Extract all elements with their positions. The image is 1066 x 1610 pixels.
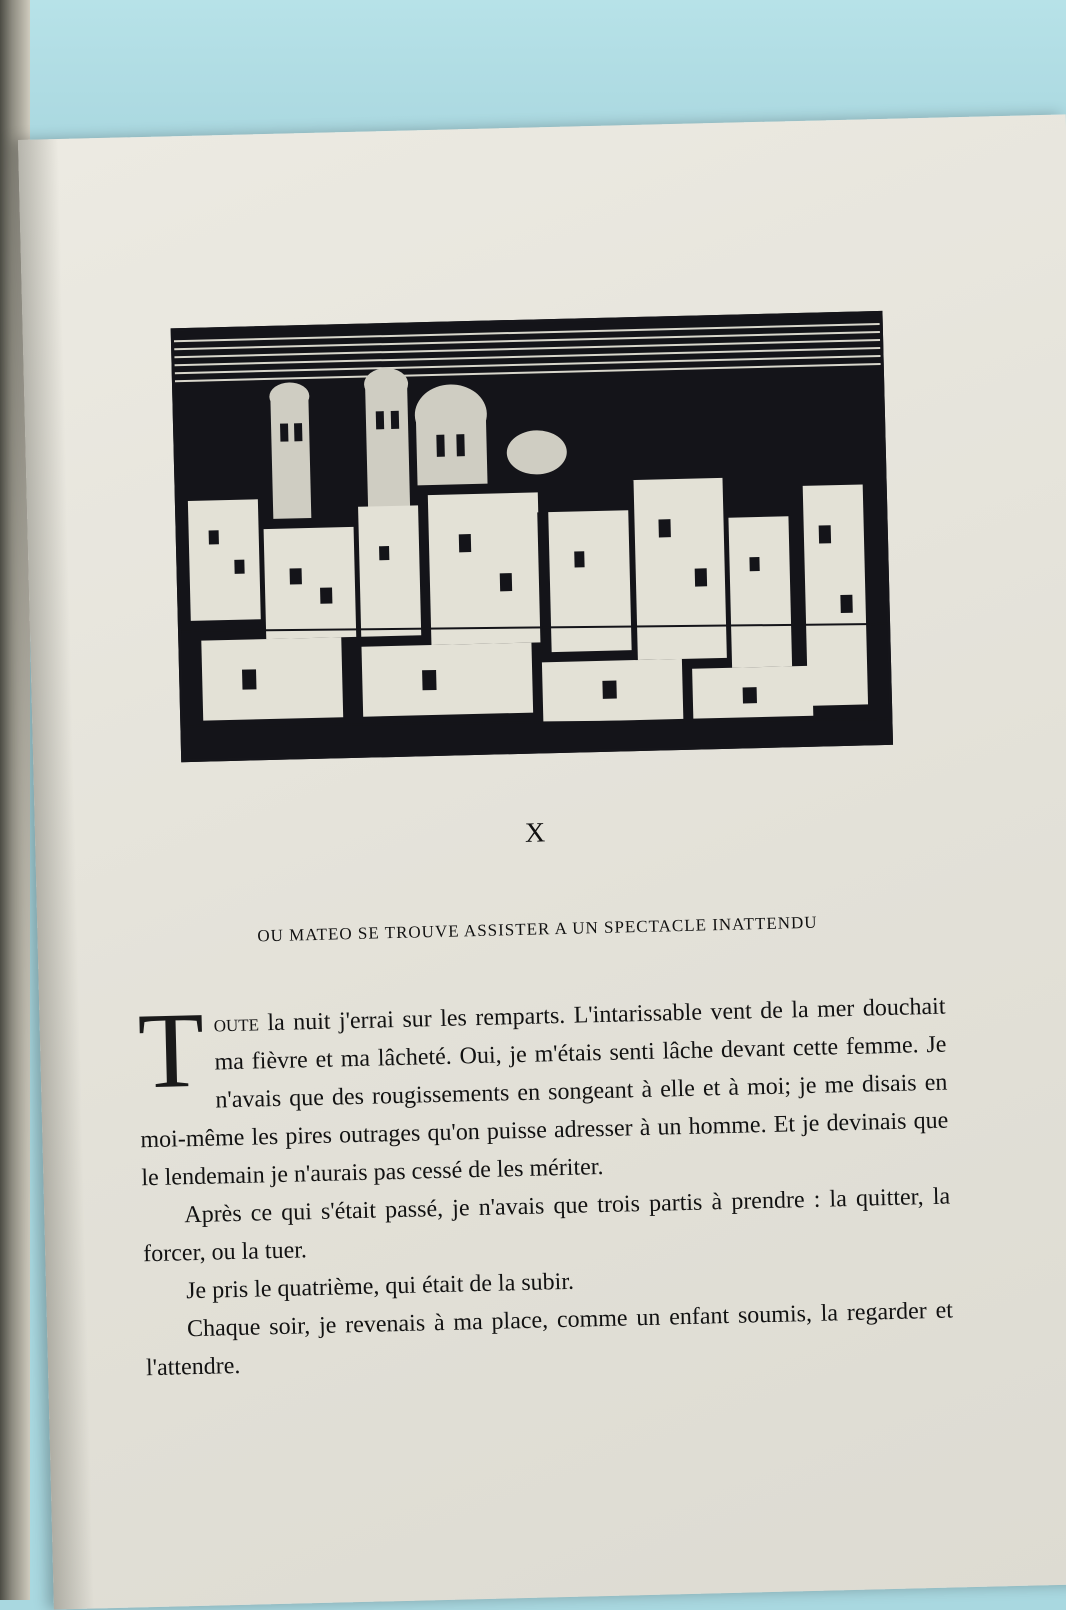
drop-cap: T [136, 990, 206, 1112]
paragraph-1 [137, 988, 949, 1198]
paragraph-2: Après ce qui s'était passé, je n'avais que trois partis à prendre : la quitter, la forcer, ou la tuer. [142, 1183, 951, 1268]
paragraph-1-text: la nuit j'errai sur les remparts. L'intarissable vent de la mer douchait ma fièvre et ma lâcheté. Oui, je m'étais senti lâche devant cette femme. Je n'avais que des rougissements en songeant à elle et à moi; je me disais en moi-même les pires outrages qu'on puisse adresser à un homme. Et je devinais que le lendemain je n'aurais pas cessé de les mériter. [140, 993, 949, 1192]
body-text [137, 988, 954, 1388]
first-word-smallcaps: oute [213, 1010, 260, 1038]
book-page [18, 114, 1066, 1609]
chapter-number: X [524, 817, 546, 849]
woodcut-cityscape-illustration [171, 311, 893, 762]
chapter-title: OU MATEO SE TROUVE ASSISTER A UN SPECTACLE INATTENDU [257, 912, 818, 946]
paragraph-4: Chaque soir, je revenais à ma place, comme un enfant soumis, la regarder et l'attendre. [145, 1297, 954, 1382]
paragraph-3: Je pris le quatrième, qui était de la subir. [185, 1268, 575, 1305]
